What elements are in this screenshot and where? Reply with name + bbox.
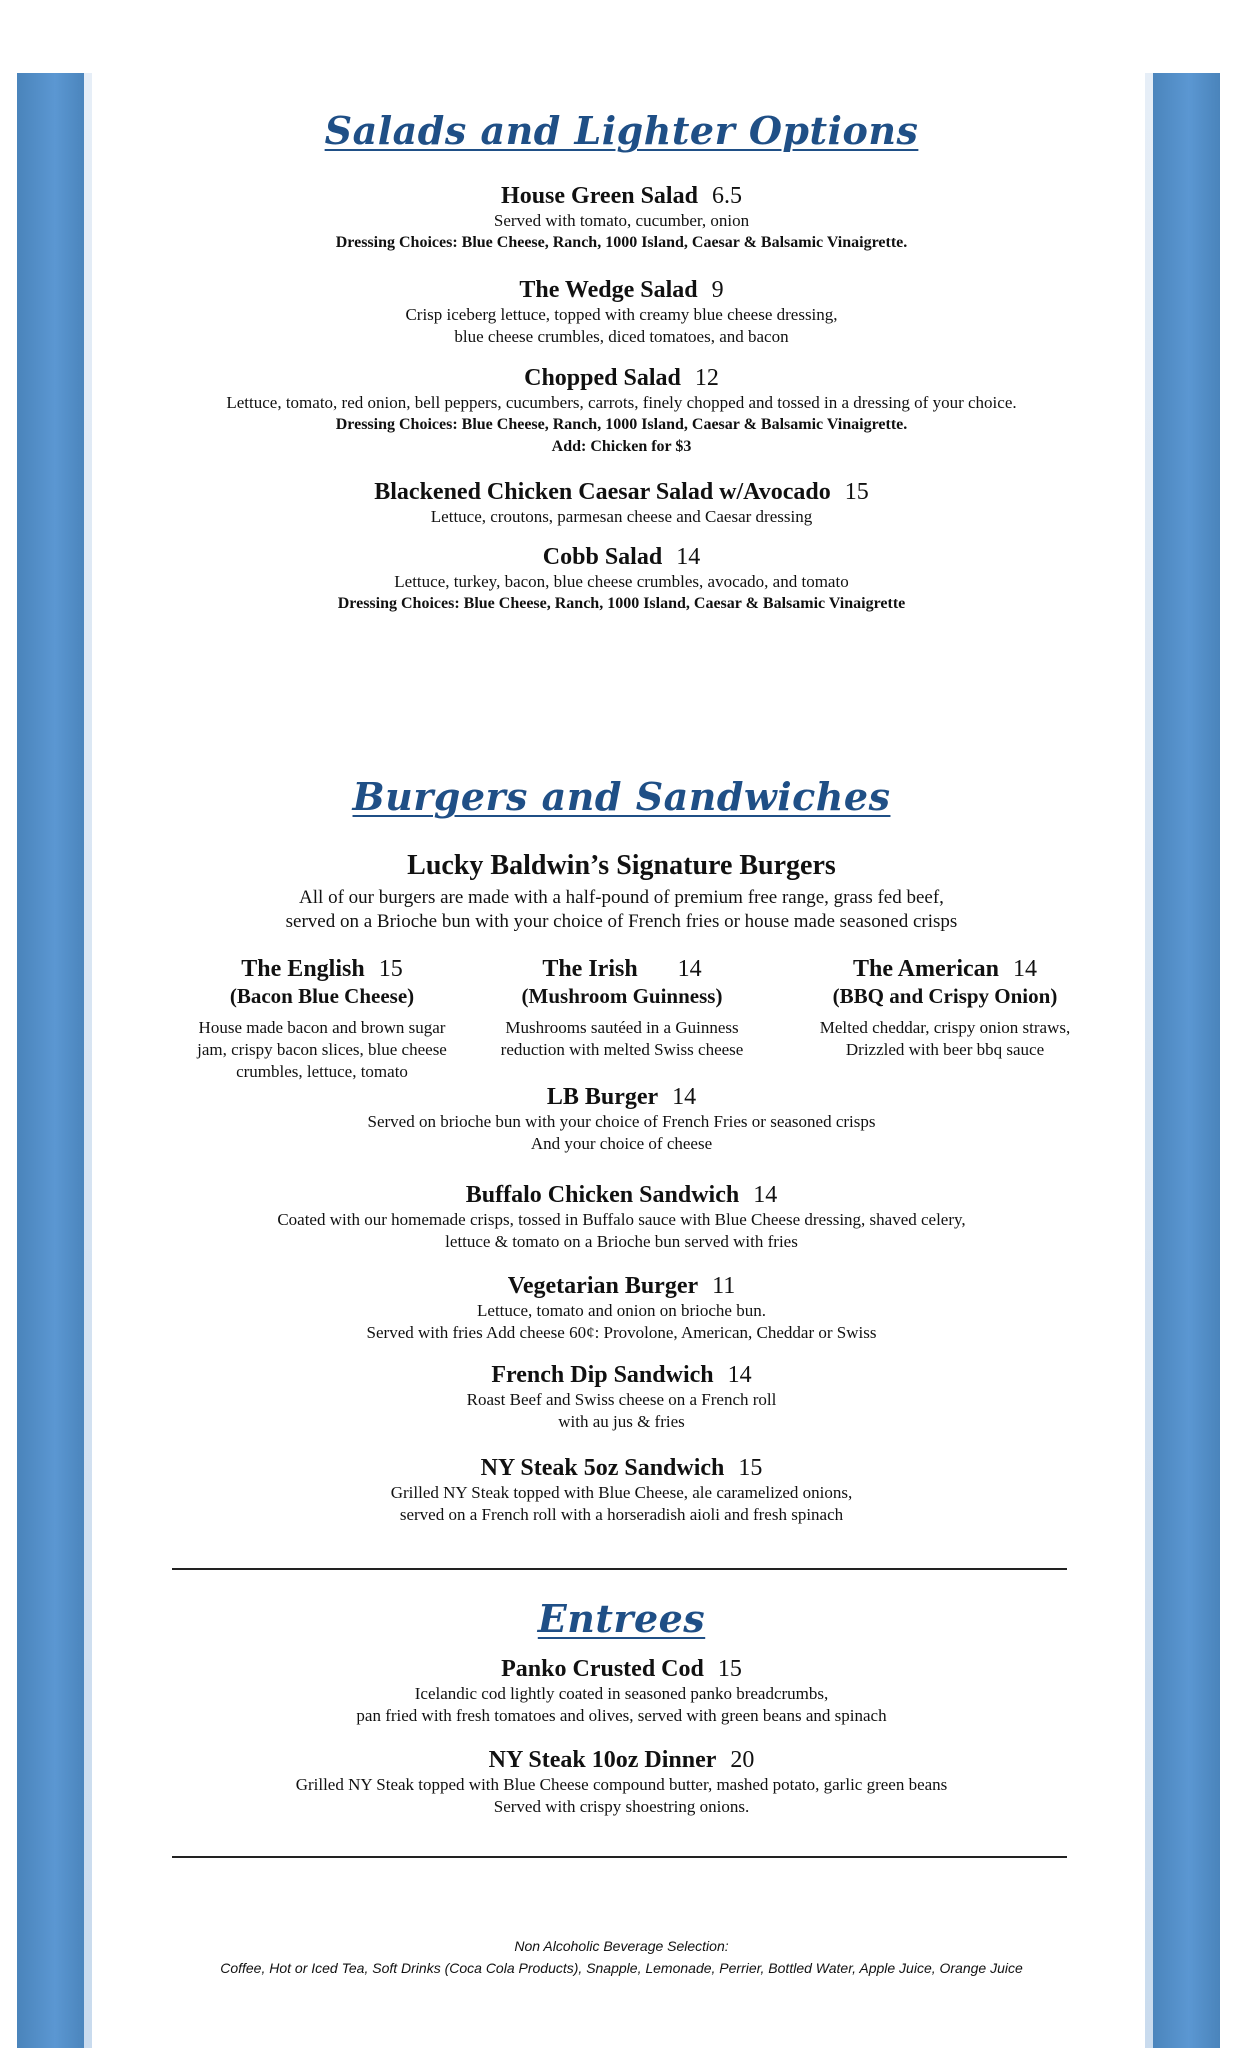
item-description-line-2: lettuce & tomato on a Brioche bun served with fries [445, 1232, 798, 1251]
item-description-line-1: Melted cheddar, crispy onion straws, [819, 1018, 1071, 1037]
item-price: 15 [844, 479, 869, 505]
item-price: 14 [676, 544, 701, 570]
menu-item-chopped-salad [100, 364, 1143, 458]
item-description-line-2: jam, crispy bacon slices, blue cheese [197, 1040, 447, 1059]
right-decorative-bar [1151, 73, 1220, 2048]
item-description-line-2: with au jus & fries [558, 1412, 685, 1431]
item-name: The English [241, 956, 365, 982]
item-description: Lettuce, turkey, bacon, blue cheese crumbles, avocado, and tomato [394, 572, 849, 591]
item-price: 6.5 [711, 183, 742, 209]
item-description-line-1: Roast Beef and Swiss cheese on a French roll [466, 1390, 777, 1409]
item-dressing-choices: Dressing Choices: Blue Cheese, Ranch, 1000 Island, Caesar & Balsamic Vinaigrette [337, 595, 906, 612]
item-name: The Wedge Salad [519, 277, 698, 303]
item-name: NY Steak 5oz Sandwich [480, 1455, 725, 1481]
menu-item-blackened-chicken-caesar [100, 478, 1143, 528]
item-description-line-1: Grilled NY Steak topped with Blue Cheese compound butter, mashed potato, garlic green beans [295, 1775, 948, 1794]
item-description-line-1: House made bacon and brown sugar [198, 1018, 446, 1037]
item-price: 14 [1012, 956, 1037, 982]
menu-item-buffalo-chicken-sandwich [100, 1181, 1143, 1253]
entrees-section-title: Entrees [537, 1596, 706, 1641]
salads-section-title: Salads and Lighter Options [324, 108, 919, 153]
item-name: Panko Crusted Cod [501, 1656, 704, 1682]
item-description-line-2: pan fried with fresh tomatoes and olives, served with green beans and spinach [356, 1706, 887, 1725]
item-description-line-1: Crisp iceberg lettuce, topped with creamy blue cheese dressing, [405, 305, 838, 324]
menu-item-vegetarian-burger [100, 1272, 1143, 1344]
item-name: The American [853, 956, 999, 982]
item-name: Vegetarian Burger [507, 1273, 699, 1299]
item-subtitle: (Mushroom Guinness) [521, 984, 723, 1008]
item-description-line-2: reduction with melted Swiss cheese [500, 1040, 744, 1059]
item-description-line-2: blue cheese crumbles, diced tomatoes, and bacon [454, 327, 789, 346]
item-price: 15 [378, 956, 403, 982]
item-name: LB Burger [546, 1084, 659, 1110]
menu-item-wedge-salad [100, 276, 1143, 348]
item-description-line-2: Served with crispy shoestring onions. [493, 1797, 750, 1816]
burgers-section-title: Burgers and Sandwiches [352, 774, 891, 819]
item-price: 15 [717, 1656, 742, 1682]
menu-item-cobb-salad [100, 543, 1143, 615]
item-name: French Dip Sandwich [491, 1362, 714, 1388]
signature-burgers-intro [100, 850, 1143, 934]
signature-desc-line-1: All of our burgers are made with a half-pound of premium free range, grass fed beef, [299, 887, 944, 908]
item-name: Blackened Chicken Caesar Salad w/Avocado [374, 479, 831, 505]
divider-line [172, 1856, 1067, 1858]
menu-item-house-green-salad [100, 182, 1143, 254]
item-subtitle: (Bacon Blue Cheese) [229, 984, 415, 1008]
item-description-line-3: crumbles, lettuce, tomato [236, 1062, 408, 1081]
beverage-title: Non Alcoholic Beverage Selection: [514, 1938, 729, 1954]
menu-page [100, 0, 1143, 2048]
item-description-line-2: served on a French roll with a horseradish aioli and fresh spinach [399, 1505, 844, 1524]
item-description-line-2: Served with fries Add cheese 60¢: Provolone, American, Cheddar or Swiss [366, 1323, 877, 1342]
item-price: 14 [727, 1362, 752, 1388]
burger-the-english [172, 955, 472, 1083]
divider-line [172, 1568, 1067, 1570]
item-add-on: Add: Chicken for $3 [551, 438, 692, 455]
item-price: 9 [711, 277, 724, 303]
signature-desc-line-2: served on a Brioche bun with your choice of French fries or house made seasoned crisps [285, 911, 958, 932]
item-description: Served with tomato, cucumber, onion [493, 211, 750, 230]
item-name: Chopped Salad [524, 365, 681, 391]
item-price: 20 [730, 1747, 755, 1773]
left-decorative-bar [17, 73, 86, 2048]
item-description-line-1: Served on brioche bun with your choice of French Fries or seasoned crisps [367, 1112, 876, 1131]
item-price: 11 [712, 1273, 736, 1299]
burger-the-american [785, 955, 1105, 1061]
item-description-line-2: And your choice of cheese [530, 1134, 713, 1153]
item-description-line-2: Drizzled with beer bbq sauce [845, 1040, 1045, 1059]
item-name: Cobb Salad [542, 544, 663, 570]
item-description-line-1: Icelandic cod lightly coated in seasoned panko breadcrumbs, [414, 1684, 829, 1703]
menu-item-ny-steak-dinner [100, 1746, 1143, 1818]
item-description: Lettuce, tomato, red onion, bell peppers, cucumbers, carrots, finely chopped and tossed in a dressing of your choice. [226, 393, 1017, 412]
beverage-list: Coffee, Hot or Iced Tea, Soft Drinks (Coca Cola Products), Snapple, Lemonade, Perrier, Bottled Water, Apple Juice, Orange Juice [220, 1960, 1023, 1976]
burger-the-irish [472, 955, 772, 1061]
item-dressing-choices: Dressing Choices: Blue Cheese, Ranch, 1000 Island, Caesar & Balsamic Vinaigrette. [335, 416, 908, 433]
beverage-footer [100, 1935, 1143, 1979]
item-price: 14 [753, 1182, 778, 1208]
menu-item-panko-crusted-cod [100, 1655, 1143, 1727]
item-name: Buffalo Chicken Sandwich [465, 1182, 740, 1208]
item-price: 12 [694, 365, 719, 391]
item-price: 15 [738, 1455, 763, 1481]
item-description-line-1: Lettuce, tomato and onion on brioche bun. [477, 1301, 766, 1320]
item-name: NY Steak 10oz Dinner [488, 1747, 717, 1773]
item-dressing-choices: Dressing Choices: Blue Cheese, Ranch, 1000 Island, Caesar & Balsamic Vinaigrette. [335, 234, 908, 251]
signature-burgers-title: Lucky Baldwin’s Signature Burgers [407, 850, 836, 881]
menu-item-lb-burger [100, 1083, 1143, 1155]
item-name: The Irish [542, 956, 638, 982]
item-price: 14 [672, 1084, 697, 1110]
menu-item-ny-steak-sandwich [100, 1454, 1143, 1526]
item-description-line-1: Grilled NY Steak topped with Blue Cheese, ale caramelized onions, [390, 1483, 853, 1502]
item-name: House Green Salad [501, 183, 698, 209]
item-description-line-1: Coated with our homemade crisps, tossed in Buffalo sauce with Blue Cheese dressing, shaved celery, [277, 1210, 966, 1229]
item-price: 14 [677, 956, 702, 982]
menu-item-french-dip-sandwich [100, 1361, 1143, 1433]
item-description-line-1: Mushrooms sautéed in a Guinness [505, 1018, 739, 1037]
item-subtitle: (BBQ and Crispy Onion) [832, 984, 1058, 1008]
item-description: Lettuce, croutons, parmesan cheese and Caesar dressing [430, 507, 813, 526]
